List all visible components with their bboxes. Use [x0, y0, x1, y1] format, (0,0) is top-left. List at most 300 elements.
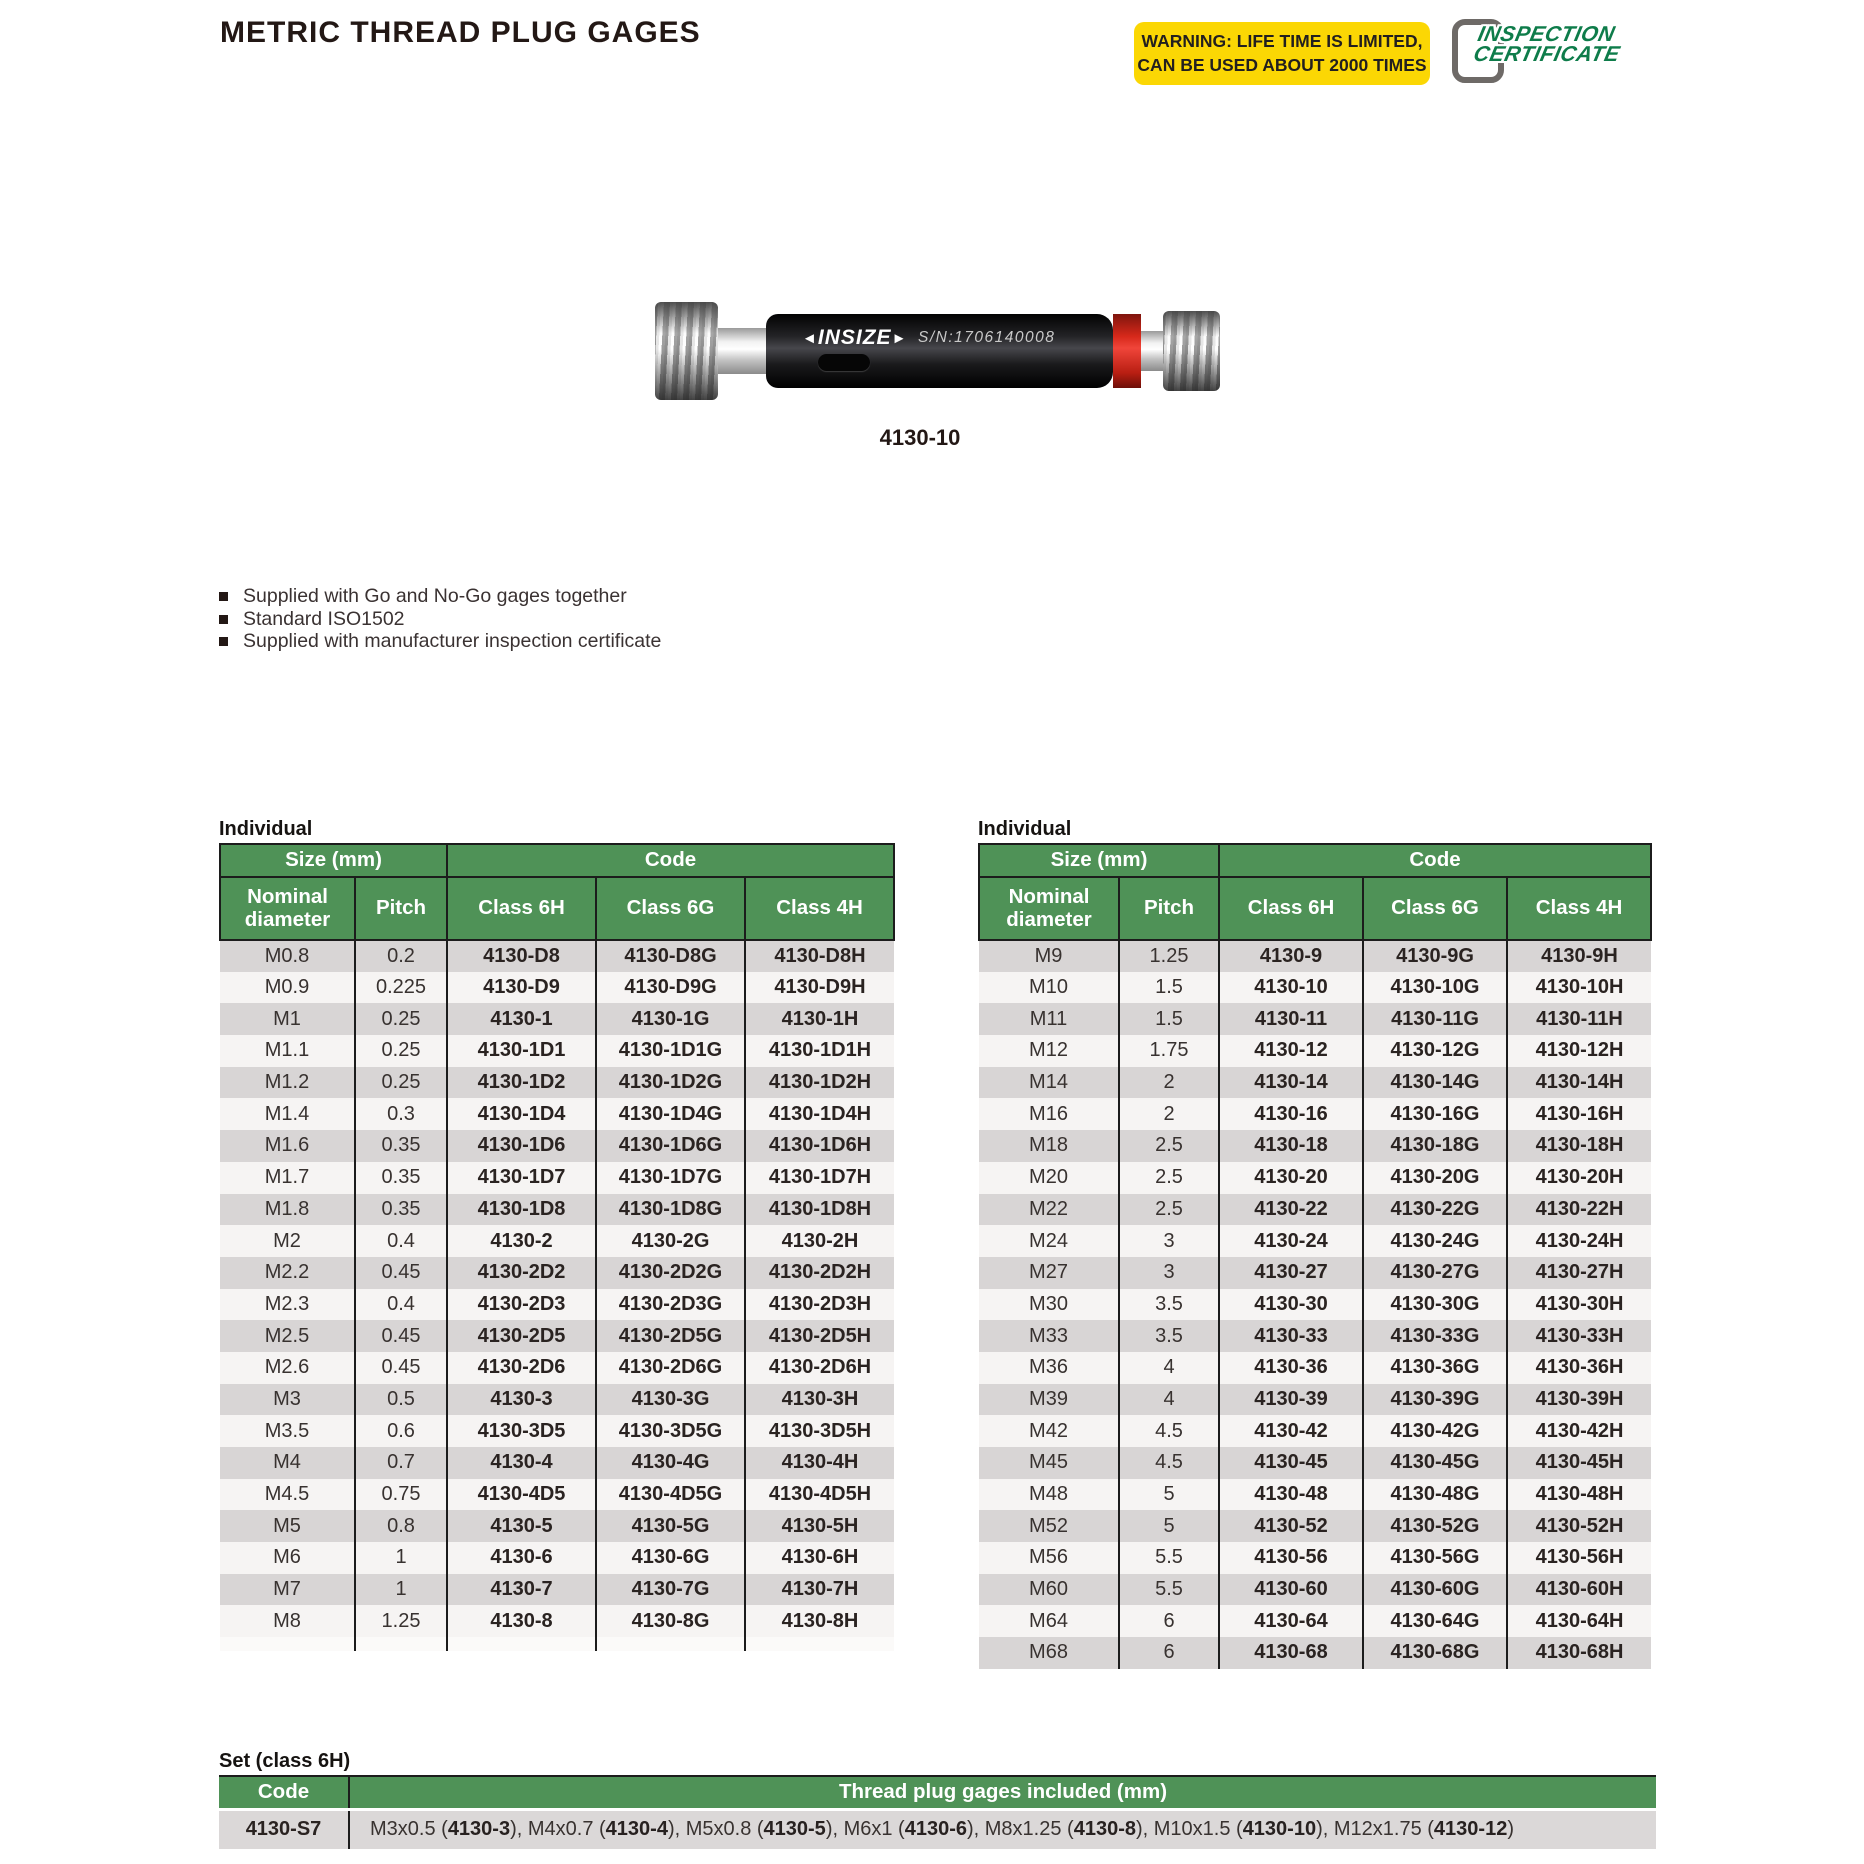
code-cell: 4130-1D2H [745, 1067, 894, 1099]
value-cell: 4 [1119, 1352, 1219, 1384]
code-cell: 4130-4G [596, 1447, 745, 1479]
code-cell: 4130-20 [1219, 1162, 1363, 1194]
code-cell: 4130-52 [1219, 1510, 1363, 1542]
code-cell: 4130-D9H [745, 972, 894, 1004]
code-cell: 4130-1D8H [745, 1194, 894, 1226]
code-cell: 4130-2D2 [447, 1257, 596, 1289]
code-cell: 4130-1D6G [596, 1130, 745, 1162]
set-item-code: 4130-5 [763, 1818, 826, 1841]
value-cell: 0.45 [355, 1352, 447, 1384]
value-cell: M1.4 [220, 1098, 355, 1130]
code-cell: 4130-36 [1219, 1352, 1363, 1384]
code-cell: 4130-39 [1219, 1384, 1363, 1416]
code-cell: 4130-52H [1507, 1510, 1651, 1542]
code-cell: 4130-64G [1363, 1605, 1507, 1637]
code-cell: 4130-1D4 [447, 1098, 596, 1130]
code-cell: 4130-30 [1219, 1289, 1363, 1321]
table-row [220, 1289, 894, 1321]
table-row [979, 940, 1651, 972]
code-cell: 4130-9 [1219, 940, 1363, 972]
code-cell: 4130-48H [1507, 1479, 1651, 1511]
value-cell: M11 [979, 1003, 1119, 1035]
code-cell: 4130-60G [1363, 1574, 1507, 1606]
code-cell: 4130-3D5 [447, 1415, 596, 1447]
code-cell: 4130-56H [1507, 1542, 1651, 1574]
column-header-nominal-diameter: Nominal diameter [220, 877, 355, 940]
value-cell: 0.25 [355, 1035, 447, 1067]
arrow-right-icon: ► [891, 330, 908, 347]
code-cell: 4130-2D5G [596, 1320, 745, 1352]
value-cell: 0.35 [355, 1194, 447, 1226]
code-cell: 4130-1D2 [447, 1067, 596, 1099]
blank-cell [447, 1637, 596, 1651]
individual-label-right: Individual [978, 818, 1072, 840]
value-cell: M24 [979, 1225, 1119, 1257]
value-cell: 2 [1119, 1098, 1219, 1130]
code-cell: 4130-3G [596, 1384, 745, 1416]
table-row [979, 1098, 1651, 1130]
value-cell: M39 [979, 1384, 1119, 1416]
value-cell: M2.2 [220, 1257, 355, 1289]
code-cell: 4130-18 [1219, 1130, 1363, 1162]
value-cell: 0.2 [355, 940, 447, 972]
code-cell: 4130-24H [1507, 1225, 1651, 1257]
code-cell: 4130-27 [1219, 1257, 1363, 1289]
value-cell: M1.1 [220, 1035, 355, 1067]
table-row [220, 1162, 894, 1194]
value-cell: 0.4 [355, 1289, 447, 1321]
individual-table-right-wrap [978, 843, 1652, 1669]
gage-shaft-right [1141, 331, 1163, 371]
value-cell: M5 [220, 1510, 355, 1542]
set-label: Set (class 6H) [219, 1750, 351, 1772]
code-cell: 4130-36H [1507, 1352, 1651, 1384]
table-row [979, 1605, 1651, 1637]
code-cell: 4130-2D3G [596, 1289, 745, 1321]
code-cell: 4130-8H [745, 1605, 894, 1637]
code-cell: 4130-22 [1219, 1194, 1363, 1226]
code-cell: 4130-4D5 [447, 1479, 596, 1511]
code-cell: 4130-16 [1219, 1098, 1363, 1130]
value-cell: M0.8 [220, 940, 355, 972]
code-cell: 4130-1H [745, 1003, 894, 1035]
value-cell: 5 [1119, 1510, 1219, 1542]
code-cell: 4130-5G [596, 1510, 745, 1542]
value-cell: M18 [979, 1130, 1119, 1162]
set-item-code: 4130-12 [1433, 1818, 1508, 1841]
value-cell: 1.25 [355, 1605, 447, 1637]
table-row [979, 1637, 1651, 1669]
value-cell: M8 [220, 1605, 355, 1637]
table-row [979, 1542, 1651, 1574]
value-cell: M9 [979, 940, 1119, 972]
code-cell: 4130-11G [1363, 1003, 1507, 1035]
code-cell: 4130-12 [1219, 1035, 1363, 1067]
value-cell: M16 [979, 1098, 1119, 1130]
value-cell: 5.5 [1119, 1542, 1219, 1574]
table-row [220, 1542, 894, 1574]
value-cell: M20 [979, 1162, 1119, 1194]
code-cell: 4130-5 [447, 1510, 596, 1542]
code-cell: 4130-56 [1219, 1542, 1363, 1574]
code-cell: 4130-64 [1219, 1605, 1363, 1637]
code-cell: 4130-2D6H [745, 1352, 894, 1384]
table-row [979, 1194, 1651, 1226]
individual-table-left-wrap [219, 843, 895, 1651]
value-cell: 0.35 [355, 1130, 447, 1162]
group-header-size: Size (mm) [220, 844, 447, 877]
code-cell: 4130-33G [1363, 1320, 1507, 1352]
table-row [979, 1130, 1651, 1162]
column-header-class-4h: Class 4H [745, 877, 894, 940]
code-cell: 4130-64H [1507, 1605, 1651, 1637]
brand-logo [802, 326, 907, 350]
code-cell: 4130-1G [596, 1003, 745, 1035]
value-cell: 0.4 [355, 1225, 447, 1257]
handle-slot [818, 354, 870, 371]
column-header-class-6g: Class 6G [1363, 877, 1507, 940]
table-row [979, 1225, 1651, 1257]
code-cell: 4130-33H [1507, 1320, 1651, 1352]
feature-item: Supplied with manufacturer inspection certificate [219, 630, 661, 653]
table-row [220, 1574, 894, 1606]
value-cell: M64 [979, 1605, 1119, 1637]
value-cell: M6 [220, 1542, 355, 1574]
value-cell: M2.5 [220, 1320, 355, 1352]
code-cell: 4130-D9 [447, 972, 596, 1004]
code-cell: 4130-1D1G [596, 1035, 745, 1067]
code-cell: 4130-6H [745, 1542, 894, 1574]
code-cell: 4130-45 [1219, 1447, 1363, 1479]
value-cell: M52 [979, 1510, 1119, 1542]
value-cell: 1.5 [1119, 1003, 1219, 1035]
code-cell: 4130-48 [1219, 1479, 1363, 1511]
column-header-pitch: Pitch [355, 877, 447, 940]
code-cell: 4130-16G [1363, 1098, 1507, 1130]
value-cell: M1.2 [220, 1067, 355, 1099]
value-cell: 3.5 [1119, 1289, 1219, 1321]
code-cell: 4130-20H [1507, 1162, 1651, 1194]
code-cell: 4130-9G [1363, 940, 1507, 972]
table-row [979, 1479, 1651, 1511]
warning-label [1134, 22, 1430, 85]
blank-cell [745, 1637, 894, 1651]
table-row [220, 1510, 894, 1542]
individual-label-left: Individual [219, 818, 313, 840]
code-cell: 4130-68G [1363, 1637, 1507, 1669]
code-cell: 4130-60H [1507, 1574, 1651, 1606]
value-cell: 1.5 [1119, 972, 1219, 1004]
code-cell: 4130-1D6 [447, 1130, 596, 1162]
code-cell: 4130-68H [1507, 1637, 1651, 1669]
code-cell: 4130-18H [1507, 1130, 1651, 1162]
code-cell: 4130-1D8 [447, 1194, 596, 1226]
code-cell: 4130-4 [447, 1447, 596, 1479]
value-cell: 2.5 [1119, 1130, 1219, 1162]
code-cell: 4130-2D6 [447, 1352, 596, 1384]
code-cell: 4130-2H [745, 1225, 894, 1257]
no-go-gage-thread [1163, 311, 1220, 391]
table-row [220, 1225, 894, 1257]
code-cell: 4130-1D4G [596, 1098, 745, 1130]
table-row [220, 1479, 894, 1511]
code-cell: 4130-7H [745, 1574, 894, 1606]
value-cell: M3 [220, 1384, 355, 1416]
table-row [220, 1067, 894, 1099]
value-cell: 3 [1119, 1225, 1219, 1257]
blank-cell [355, 1637, 447, 1651]
value-cell: M42 [979, 1415, 1119, 1447]
code-cell: 4130-12G [1363, 1035, 1507, 1067]
code-cell: 4130-3H [745, 1384, 894, 1416]
code-cell: 4130-1D7H [745, 1162, 894, 1194]
code-cell: 4130-42H [1507, 1415, 1651, 1447]
code-cell: 4130-48G [1363, 1479, 1507, 1511]
code-cell: 4130-3D5G [596, 1415, 745, 1447]
code-cell: 4130-1D1 [447, 1035, 596, 1067]
value-cell: M2.3 [220, 1289, 355, 1321]
value-cell: 2.5 [1119, 1194, 1219, 1226]
code-cell: 4130-1D2G [596, 1067, 745, 1099]
code-cell: 4130-11 [1219, 1003, 1363, 1035]
value-cell: 5 [1119, 1479, 1219, 1511]
value-cell: M10 [979, 972, 1119, 1004]
code-cell: 4130-2D5 [447, 1320, 596, 1352]
group-header-size: Size (mm) [979, 844, 1219, 877]
code-cell: 4130-27H [1507, 1257, 1651, 1289]
value-cell: 0.25 [355, 1067, 447, 1099]
set-table-wrap [219, 1775, 1656, 1849]
code-cell: 4130-10G [1363, 972, 1507, 1004]
code-cell: 4130-60 [1219, 1574, 1363, 1606]
set-item-code: 4130-6 [904, 1818, 967, 1841]
value-cell: 0.35 [355, 1162, 447, 1194]
table-row [219, 1809, 1656, 1849]
code-cell: 4130-2D3H [745, 1289, 894, 1321]
value-cell: 0.6 [355, 1415, 447, 1447]
table-row [220, 1605, 894, 1637]
code-cell: 4130-2D2H [745, 1257, 894, 1289]
table-row [220, 1194, 894, 1226]
certificate-line-2: CERTIFICATE [1471, 42, 1623, 67]
blank-row [220, 1637, 894, 1651]
code-cell: 4130-3 [447, 1384, 596, 1416]
table-row [979, 972, 1651, 1004]
code-cell: 4130-52G [1363, 1510, 1507, 1542]
value-cell: 1.75 [1119, 1035, 1219, 1067]
code-cell: 4130-1D8G [596, 1194, 745, 1226]
individual-table-left [219, 843, 895, 1651]
code-cell: 4130-11H [1507, 1003, 1651, 1035]
code-cell: 4130-42 [1219, 1415, 1363, 1447]
table-row [220, 1320, 894, 1352]
code-cell: 4130-8G [596, 1605, 745, 1637]
value-cell: M7 [220, 1574, 355, 1606]
set-header-code: Code [219, 1776, 349, 1809]
code-cell: 4130-2D3 [447, 1289, 596, 1321]
code-cell: 4130-39G [1363, 1384, 1507, 1416]
code-cell: 4130-2D2G [596, 1257, 745, 1289]
certificate-line-1: INSPECTION [1475, 22, 1618, 46]
set-included-cell: M3x0.5 (4130-3), M4x0.7 (4130-4), M5x0.8 (4130-5), M6x1 (4130-6), M8x1.25 (4130-8), M10x1.5 (4130-10), M12x1.75 (4130-12) [349, 1809, 1656, 1849]
table-row [220, 972, 894, 1004]
code-cell: 4130-68 [1219, 1637, 1363, 1669]
no-go-red-band [1113, 314, 1141, 388]
product-code-caption: 4130-10 [879, 425, 961, 450]
brand-name: INSIZE [817, 326, 892, 349]
table-row [979, 1447, 1651, 1479]
value-cell: 5.5 [1119, 1574, 1219, 1606]
table-row [220, 1352, 894, 1384]
table-row [220, 1130, 894, 1162]
code-cell: 4130-4H [745, 1447, 894, 1479]
code-cell: 4130-4D5H [745, 1479, 894, 1511]
value-cell: M1 [220, 1003, 355, 1035]
table-row [979, 1320, 1651, 1352]
value-cell: M36 [979, 1352, 1119, 1384]
table-row [979, 1257, 1651, 1289]
value-cell: M1.7 [220, 1162, 355, 1194]
code-cell: 4130-14H [1507, 1067, 1651, 1099]
value-cell: 0.7 [355, 1447, 447, 1479]
table-row [979, 1035, 1651, 1067]
code-cell: 4130-1D7 [447, 1162, 596, 1194]
group-header-code: Code [1219, 844, 1651, 877]
code-cell: 4130-8 [447, 1605, 596, 1637]
code-cell: 4130-18G [1363, 1130, 1507, 1162]
inspection-certificate-badge [1452, 16, 1752, 100]
set-header-included: Thread plug gages included (mm) [349, 1776, 1656, 1809]
table-row [979, 1289, 1651, 1321]
code-cell: 4130-3D5H [745, 1415, 894, 1447]
gage-shaft-left [718, 328, 766, 374]
table-row [979, 1510, 1651, 1542]
value-cell: 0.5 [355, 1384, 447, 1416]
code-cell: 4130-36G [1363, 1352, 1507, 1384]
code-cell: 4130-45H [1507, 1447, 1651, 1479]
value-cell: 0.3 [355, 1098, 447, 1130]
value-cell: M27 [979, 1257, 1119, 1289]
blank-cell [220, 1637, 355, 1651]
code-cell: 4130-14 [1219, 1067, 1363, 1099]
value-cell: M33 [979, 1320, 1119, 1352]
certificate-text [1472, 24, 1626, 65]
value-cell: M12 [979, 1035, 1119, 1067]
go-gage-thread [655, 302, 718, 400]
value-cell: 2.5 [1119, 1162, 1219, 1194]
value-cell: M2.6 [220, 1352, 355, 1384]
value-cell: M1.6 [220, 1130, 355, 1162]
table-row [220, 940, 894, 972]
code-cell: 4130-39H [1507, 1384, 1651, 1416]
value-cell: M0.9 [220, 972, 355, 1004]
value-cell: 0.75 [355, 1479, 447, 1511]
code-cell: 4130-16H [1507, 1098, 1651, 1130]
table-row [220, 1384, 894, 1416]
value-cell: 0.45 [355, 1320, 447, 1352]
value-cell: M4 [220, 1447, 355, 1479]
set-item-code: 4130-8 [1073, 1818, 1136, 1841]
value-cell: 3 [1119, 1257, 1219, 1289]
code-cell: 4130-1D4H [745, 1098, 894, 1130]
code-cell: 4130-30G [1363, 1289, 1507, 1321]
code-cell: 4130-7 [447, 1574, 596, 1606]
value-cell: M22 [979, 1194, 1119, 1226]
code-cell: 4130-24G [1363, 1225, 1507, 1257]
set-item-code: 4130-3 [447, 1818, 511, 1841]
value-cell: 1 [355, 1542, 447, 1574]
code-cell: 4130-22H [1507, 1194, 1651, 1226]
code-cell: 4130-1D7G [596, 1162, 745, 1194]
value-cell: 0.25 [355, 1003, 447, 1035]
value-cell: 6 [1119, 1605, 1219, 1637]
set-item-code: 4130-10 [1242, 1818, 1317, 1841]
code-cell: 4130-30H [1507, 1289, 1651, 1321]
table-row [979, 1352, 1651, 1384]
code-cell: 4130-9H [1507, 940, 1651, 972]
value-cell: 3.5 [1119, 1320, 1219, 1352]
value-cell: M30 [979, 1289, 1119, 1321]
code-cell: 4130-4D5G [596, 1479, 745, 1511]
code-cell: 4130-20G [1363, 1162, 1507, 1194]
code-cell: 4130-1D6H [745, 1130, 894, 1162]
table-row [220, 1003, 894, 1035]
table-row [220, 1035, 894, 1067]
code-cell: 4130-2D6G [596, 1352, 745, 1384]
code-cell: 4130-D8G [596, 940, 745, 972]
value-cell: 4 [1119, 1384, 1219, 1416]
gage-handle [766, 314, 1113, 388]
column-header-class-4h: Class 4H [1507, 877, 1651, 940]
code-cell: 4130-10H [1507, 972, 1651, 1004]
code-cell: 4130-14G [1363, 1067, 1507, 1099]
set-code-cell: 4130-S7 [219, 1809, 349, 1849]
code-cell: 4130-2G [596, 1225, 745, 1257]
warning-line-1: WARNING: LIFE TIME IS LIMITED, [1141, 31, 1423, 52]
value-cell: M56 [979, 1542, 1119, 1574]
code-cell: 4130-12H [1507, 1035, 1651, 1067]
value-cell: 4.5 [1119, 1415, 1219, 1447]
column-header-nominal-diameter: Nominal diameter [979, 877, 1119, 940]
value-cell: 0.8 [355, 1510, 447, 1542]
column-header-pitch: Pitch [1119, 877, 1219, 940]
value-cell: M1.8 [220, 1194, 355, 1226]
feature-item: Supplied with Go and No-Go gages together [219, 585, 661, 608]
column-header-class-6g: Class 6G [596, 877, 745, 940]
thread-plug-gage-photo [655, 296, 1220, 406]
value-cell: 1.25 [1119, 940, 1219, 972]
code-cell: 4130-56G [1363, 1542, 1507, 1574]
value-cell: M68 [979, 1637, 1119, 1669]
table-row [979, 1574, 1651, 1606]
feature-list [219, 585, 661, 653]
code-cell: 4130-5H [745, 1510, 894, 1542]
column-header-class-6h: Class 6H [1219, 877, 1363, 940]
set-item-code: 4130-4 [605, 1818, 668, 1841]
code-cell: 4130-2D5H [745, 1320, 894, 1352]
value-cell: M48 [979, 1479, 1119, 1511]
code-cell: 4130-D8 [447, 940, 596, 972]
code-cell: 4130-42G [1363, 1415, 1507, 1447]
value-cell: 2 [1119, 1067, 1219, 1099]
code-cell: 4130-7G [596, 1574, 745, 1606]
table-row [220, 1257, 894, 1289]
code-cell: 4130-22G [1363, 1194, 1507, 1226]
individual-table-right [978, 843, 1652, 1669]
group-header-code: Code [447, 844, 894, 877]
value-cell: 0.45 [355, 1257, 447, 1289]
arrow-left-icon: ◄ [802, 330, 818, 347]
